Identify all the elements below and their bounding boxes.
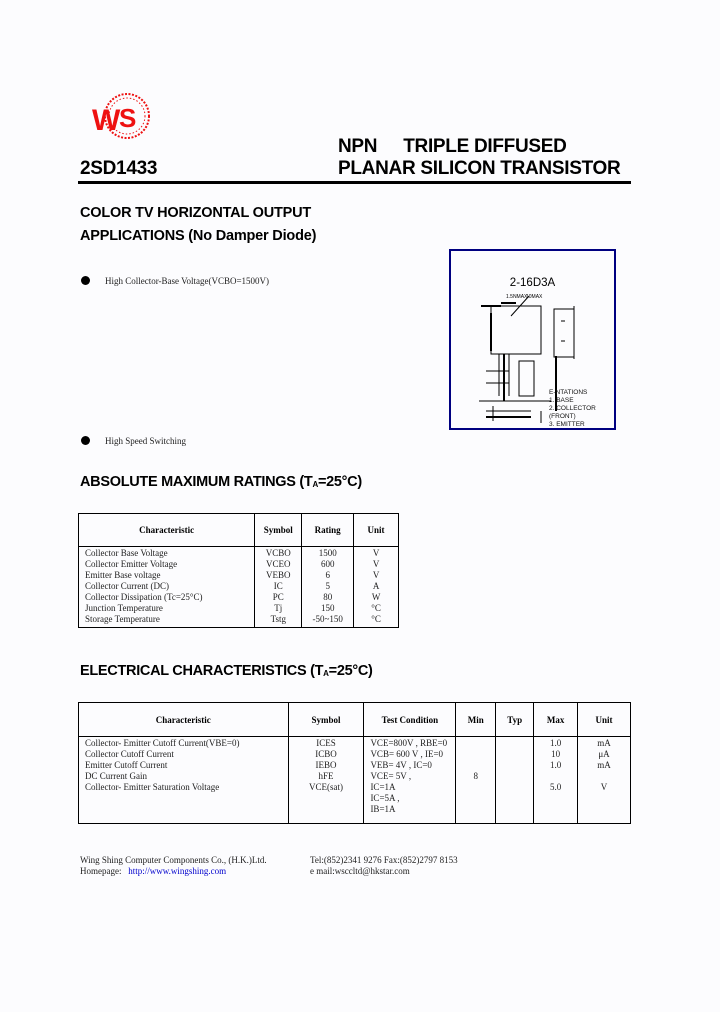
col-test-condition: Test Condition xyxy=(364,703,456,737)
table-cell: 8 xyxy=(456,771,496,782)
homepage-line xyxy=(80,866,267,877)
footer-contact xyxy=(310,855,458,877)
table-cell: VCBO xyxy=(255,547,302,560)
table-cell: hFE xyxy=(288,771,364,782)
header-divider xyxy=(78,181,631,184)
table-cell: 150 xyxy=(302,603,354,614)
table-cell xyxy=(496,793,534,804)
table-row xyxy=(79,614,399,628)
table-cell xyxy=(456,760,496,771)
table-cell: VEB= 4V , IC=0 xyxy=(364,760,456,771)
col-characteristic: Characteristic xyxy=(79,514,255,547)
col-unit: Unit xyxy=(578,703,631,737)
table-cell: mA xyxy=(578,760,631,771)
table-cell: VCE= 5V , xyxy=(364,771,456,782)
table-row xyxy=(79,793,631,804)
col-typ: Typ xyxy=(496,703,534,737)
feature-item: High Speed Switching xyxy=(105,436,186,446)
polarity: NPN xyxy=(338,136,378,157)
table-cell xyxy=(578,804,631,824)
company-logo xyxy=(92,90,152,150)
table-cell: IB=1A xyxy=(364,804,456,824)
table-cell: Collector Cutoff Current xyxy=(79,749,289,760)
table-cell xyxy=(496,737,534,750)
electrical-title xyxy=(80,663,373,679)
col-rating: Rating xyxy=(302,514,354,547)
table-cell: 5 xyxy=(302,581,354,592)
table-row xyxy=(79,771,631,782)
table-cell xyxy=(288,804,364,824)
table-cell: IEBO xyxy=(288,760,364,771)
table-cell: Collector Base Voltage xyxy=(79,547,255,560)
table-cell xyxy=(496,782,534,793)
table-cell: Collector- Emitter Saturation Voltage xyxy=(79,782,289,793)
electrical-title-sub: A xyxy=(323,669,329,678)
legend-title: E-NTATIONS xyxy=(549,389,588,396)
table-cell: 5.0 xyxy=(534,782,578,793)
table-cell: VCE(sat) xyxy=(288,782,364,793)
table-row xyxy=(79,559,399,570)
abs-max-title-sub: A xyxy=(312,480,318,489)
process: TRIPLE DIFFUSED xyxy=(403,136,567,157)
table-cell: Storage Temperature xyxy=(79,614,255,628)
table-cell: 1.0 xyxy=(534,737,578,750)
abs-max-table xyxy=(78,513,399,628)
table-cell: 600 xyxy=(302,559,354,570)
table-cell xyxy=(456,749,496,760)
application-line2: APPLICATIONS (No Damper Diode) xyxy=(80,228,317,244)
table-cell: W xyxy=(354,592,399,603)
table-cell xyxy=(496,804,534,824)
table-cell: mA xyxy=(578,737,631,750)
bullet-icon xyxy=(81,276,90,285)
homepage-label: Homepage: xyxy=(80,866,122,876)
table-row xyxy=(79,603,399,614)
homepage-link[interactable]: http://www.wingshing.com xyxy=(128,866,227,876)
svg-text:10MAX: 10MAX xyxy=(526,294,543,300)
electrical-title-end: =25°C) xyxy=(328,663,373,679)
table-cell: IC=1A xyxy=(364,782,456,793)
svg-text:S: S xyxy=(119,103,137,133)
table-cell: A xyxy=(354,581,399,592)
table-cell xyxy=(578,793,631,804)
table-row xyxy=(79,592,399,603)
legend-pin-1: 1. BASE xyxy=(549,397,574,404)
abs-max-title-text: ABSOLUTE MAXIMUM RATINGS (T xyxy=(80,474,313,490)
table-cell: PC xyxy=(255,592,302,603)
table-cell: °C xyxy=(354,614,399,628)
table-cell xyxy=(534,771,578,782)
table-cell xyxy=(534,804,578,824)
table-cell: 10 xyxy=(534,749,578,760)
table-cell: μA xyxy=(578,749,631,760)
table-cell xyxy=(288,793,364,804)
table-cell xyxy=(79,804,289,824)
table-row xyxy=(79,737,631,750)
part-number: 2SD1433 xyxy=(80,158,158,179)
table-cell: DC Current Gain xyxy=(79,771,289,782)
table-row xyxy=(79,570,399,581)
email: e mail:wsccltd@hkstar.com xyxy=(310,866,410,876)
table-cell: Tj xyxy=(255,603,302,614)
table-cell: Junction Temperature xyxy=(79,603,255,614)
phone-fax: Tel:(852)2341 9276 Fax:(852)2797 8153 xyxy=(310,855,458,865)
table-cell: VCB= 600 V , IE=0 xyxy=(364,749,456,760)
company-name: Wing Shing Computer Components Co., (H.K.)Ltd. xyxy=(80,855,267,865)
col-min: Min xyxy=(456,703,496,737)
table-cell xyxy=(456,793,496,804)
feature-item: High Collector-Base Voltage(VCBO=1500V) xyxy=(105,276,270,286)
pin-legend xyxy=(549,389,596,429)
table-cell: Tstg xyxy=(255,614,302,628)
col-max: Max xyxy=(534,703,578,737)
device-type-line1 xyxy=(338,136,567,158)
application-line1: COLOR TV HORIZONTAL OUTPUT xyxy=(80,205,312,221)
table-cell: VCE=800V , RBE=0 xyxy=(364,737,456,750)
package-outline-figure xyxy=(449,249,616,430)
col-characteristic: Characteristic xyxy=(79,703,289,737)
table-cell xyxy=(456,782,496,793)
footer-company xyxy=(80,855,267,877)
table-row xyxy=(79,782,631,793)
abs-max-title-end: =25°C) xyxy=(317,474,362,490)
table-cell: Collector Current (DC) xyxy=(79,581,255,592)
package-name: 2-16D3A xyxy=(509,277,556,289)
table-cell: Collector- Emitter Cutoff Current(VBE=0) xyxy=(79,737,289,750)
bullet-icon xyxy=(81,436,90,445)
col-symbol: Symbol xyxy=(288,703,364,737)
table-cell: °C xyxy=(354,603,399,614)
device-type-line2: PLANAR SILICON TRANSISTOR xyxy=(338,158,621,179)
table-cell xyxy=(578,771,631,782)
table-cell: 1500 xyxy=(302,547,354,560)
table-cell: 80 xyxy=(302,592,354,603)
table-cell: IC=5A , xyxy=(364,793,456,804)
table-cell: 6 xyxy=(302,570,354,581)
table-cell xyxy=(79,793,289,804)
table-row xyxy=(79,804,631,824)
table-cell: 1.0 xyxy=(534,760,578,771)
table-cell: V xyxy=(354,547,399,560)
legend-pin-3: 3. EMITTER xyxy=(549,421,585,428)
table-cell xyxy=(496,749,534,760)
col-symbol: Symbol xyxy=(255,514,302,547)
table-cell: Emitter Cutoff Current xyxy=(79,760,289,771)
abs-max-title xyxy=(80,474,362,490)
table-row xyxy=(79,581,399,592)
table-row xyxy=(79,547,399,560)
table-cell: V xyxy=(578,782,631,793)
table-cell: ICBO xyxy=(288,749,364,760)
table-cell: IC xyxy=(255,581,302,592)
table-cell xyxy=(456,804,496,824)
col-unit: Unit xyxy=(354,514,399,547)
table-cell xyxy=(496,771,534,782)
table-cell xyxy=(534,793,578,804)
electrical-table xyxy=(78,702,631,824)
table-row xyxy=(79,760,631,771)
legend-pin-2-note: (FRONT) xyxy=(549,413,576,420)
legend-pin-2: 2. COLLECTOR xyxy=(549,405,596,412)
table-cell: V xyxy=(354,570,399,581)
table-cell xyxy=(496,760,534,771)
svg-text:1.5NMAX: 1.5NMAX xyxy=(506,294,528,300)
svg-text:W: W xyxy=(92,104,119,137)
table-cell: Collector Dissipation (Tc=25°C) xyxy=(79,592,255,603)
electrical-title-text: ELECTRICAL CHARACTERISTICS (T xyxy=(80,663,324,679)
table-cell: VCEO xyxy=(255,559,302,570)
table-cell: -50~150 xyxy=(302,614,354,628)
table-cell: V xyxy=(354,559,399,570)
table-row xyxy=(79,749,631,760)
table-cell: VEBO xyxy=(255,570,302,581)
table-cell: ICES xyxy=(288,737,364,750)
table-cell: Emitter Base voltage xyxy=(79,570,255,581)
table-cell xyxy=(456,737,496,750)
table-cell: Collector Emitter Voltage xyxy=(79,559,255,570)
